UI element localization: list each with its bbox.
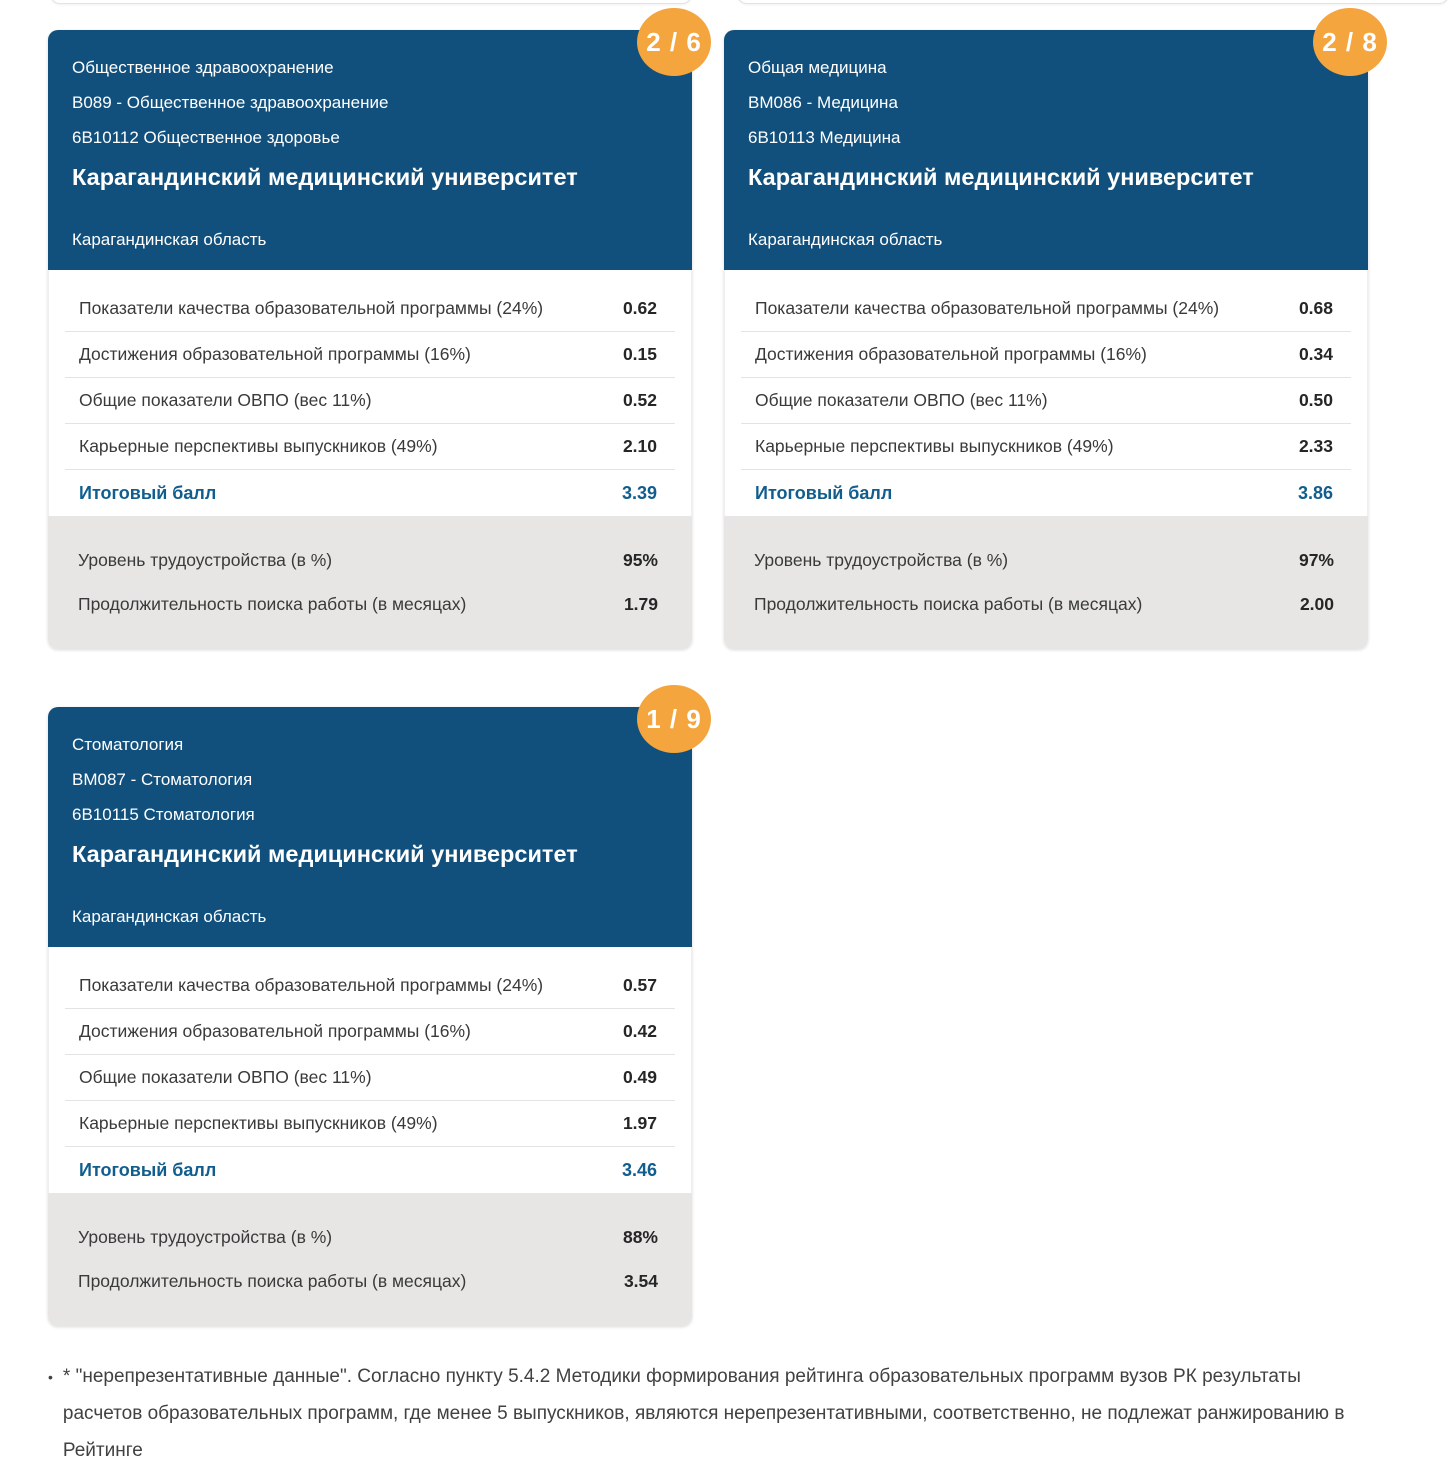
program-code: 6B10115 Стоматология (72, 805, 255, 824)
search-duration-label: Продолжительность поиска работы (в месяцах) (78, 593, 467, 614)
total-value: 3.39 (621, 482, 657, 503)
metric-label: Общие показатели ОВПО (вес 11%) (79, 1067, 372, 1087)
footer-row (78, 538, 658, 582)
footnote (48, 1358, 1378, 1469)
metric-value: 0.50 (1298, 390, 1333, 410)
rank-badge: 2 / 8 (1313, 8, 1387, 76)
metric-row (65, 1101, 675, 1147)
metric-label: Карьерные перспективы выпускников (49%) (755, 436, 1114, 456)
total-row (65, 470, 675, 516)
metric-label: Карьерные перспективы выпускников (49%) (79, 436, 438, 456)
metric-label: Показатели качества образовательной программы (24%) (755, 298, 1220, 318)
total-row (741, 470, 1351, 516)
metric-row (65, 963, 675, 1009)
previous-card-bottom-left (50, 0, 692, 4)
program-group-code: B089 - Общественное здравоохранение (72, 93, 389, 112)
program-group-code: BM087 - Стоматология (72, 770, 253, 789)
program-card (48, 703, 702, 1326)
employment-footer (724, 516, 1368, 649)
program-category: Стоматология (72, 735, 184, 754)
footnote-text: * "нерепрезентативные данные". Согласно пункту 5.4.2 Методики формирования рейтинга образовательных программ вузов РК результаты расчетов образовательных программ, где менее 5 выпускников, являются нерепрезентативными, соответственно, не подлежат ранжированию в Рейтинге (62, 1366, 1345, 1461)
footer-row (78, 582, 658, 626)
employment-footer (48, 1193, 692, 1326)
card-header (724, 30, 1368, 270)
footer-row (754, 582, 1334, 626)
rank-badge: 2 / 6 (637, 8, 711, 76)
total-value: 3.86 (1297, 482, 1333, 503)
metric-row (65, 378, 675, 424)
metrics-table (48, 947, 692, 1193)
total-label: Итоговый балл (79, 1159, 217, 1180)
total-value: 3.46 (621, 1159, 657, 1180)
search-duration-value: 2.00 (1299, 593, 1334, 614)
employment-value: 97% (1298, 549, 1334, 570)
employment-label: Уровень трудоустройства (в %) (754, 549, 1009, 570)
metric-label: Общие показатели ОВПО (вес 11%) (79, 390, 372, 410)
program-code: 6B10113 Медицина (748, 128, 901, 147)
metric-row (65, 1055, 675, 1101)
metric-label: Карьерные перспективы выпускников (49%) (79, 1113, 438, 1133)
university-name: Карагандинский медицинский университет (748, 164, 1254, 190)
metric-value: 0.15 (622, 344, 657, 364)
metric-row (741, 424, 1351, 470)
metric-value: 1.97 (622, 1113, 657, 1133)
metric-value: 0.57 (622, 975, 657, 995)
university-name: Карагандинский медицинский университет (72, 841, 578, 867)
region-name: Карагандинская область (72, 907, 267, 926)
metric-row (65, 332, 675, 378)
footnote-bullet: • (48, 1369, 53, 1385)
employment-value: 88% (622, 1226, 658, 1247)
metric-value: 2.33 (1298, 436, 1333, 456)
search-duration-label: Продолжительность поиска работы (в месяцах) (78, 1270, 467, 1291)
metric-value: 0.42 (622, 1021, 657, 1041)
metric-value: 2.10 (622, 436, 657, 456)
metric-row (65, 424, 675, 470)
metric-label: Достижения образовательной программы (16%) (79, 344, 471, 364)
employment-value: 95% (622, 549, 658, 570)
search-duration-value: 1.79 (623, 593, 658, 614)
metric-value: 0.62 (622, 298, 657, 318)
metric-label: Общие показатели ОВПО (вес 11%) (755, 390, 1048, 410)
metric-value: 0.52 (622, 390, 657, 410)
program-card (48, 26, 702, 649)
metric-label: Достижения образовательной программы (16%) (755, 344, 1147, 364)
card-header (48, 30, 692, 270)
region-name: Карагандинская область (72, 230, 267, 249)
metrics-table (48, 270, 692, 516)
footer-row (78, 1215, 658, 1259)
program-card (724, 26, 1378, 649)
program-category: Общая медицина (748, 58, 887, 77)
search-duration-label: Продолжительность поиска работы (в месяцах) (754, 593, 1143, 614)
total-label: Итоговый балл (755, 482, 893, 503)
metric-value: 0.68 (1298, 298, 1333, 318)
employment-label: Уровень трудоустройства (в %) (78, 1226, 333, 1247)
footer-row (78, 1259, 658, 1303)
total-row (65, 1147, 675, 1193)
employment-footer (48, 516, 692, 649)
metric-label: Достижения образовательной программы (16%) (79, 1021, 471, 1041)
metric-row (741, 332, 1351, 378)
card-header (48, 707, 692, 947)
metrics-table (724, 270, 1368, 516)
university-name: Карагандинский медицинский университет (72, 164, 578, 190)
metric-row (741, 286, 1351, 332)
total-label: Итоговый балл (79, 482, 217, 503)
previous-card-bottom-right (737, 0, 1449, 4)
metric-row (65, 1009, 675, 1055)
metric-value: 0.49 (622, 1067, 657, 1087)
metric-row (65, 286, 675, 332)
employment-label: Уровень трудоустройства (в %) (78, 549, 333, 570)
program-category: Общественное здравоохранение (72, 58, 334, 77)
region-name: Карагандинская область (748, 230, 943, 249)
metric-row (741, 378, 1351, 424)
program-group-code: BM086 - Медицина (748, 93, 898, 112)
program-code: 6B10112 Общественное здоровье (72, 128, 340, 147)
metric-value: 0.34 (1298, 344, 1333, 364)
metric-label: Показатели качества образовательной программы (24%) (79, 298, 544, 318)
search-duration-value: 3.54 (623, 1270, 658, 1291)
footer-row (754, 538, 1334, 582)
rank-badge: 1 / 9 (637, 685, 711, 753)
metric-label: Показатели качества образовательной программы (24%) (79, 975, 544, 995)
